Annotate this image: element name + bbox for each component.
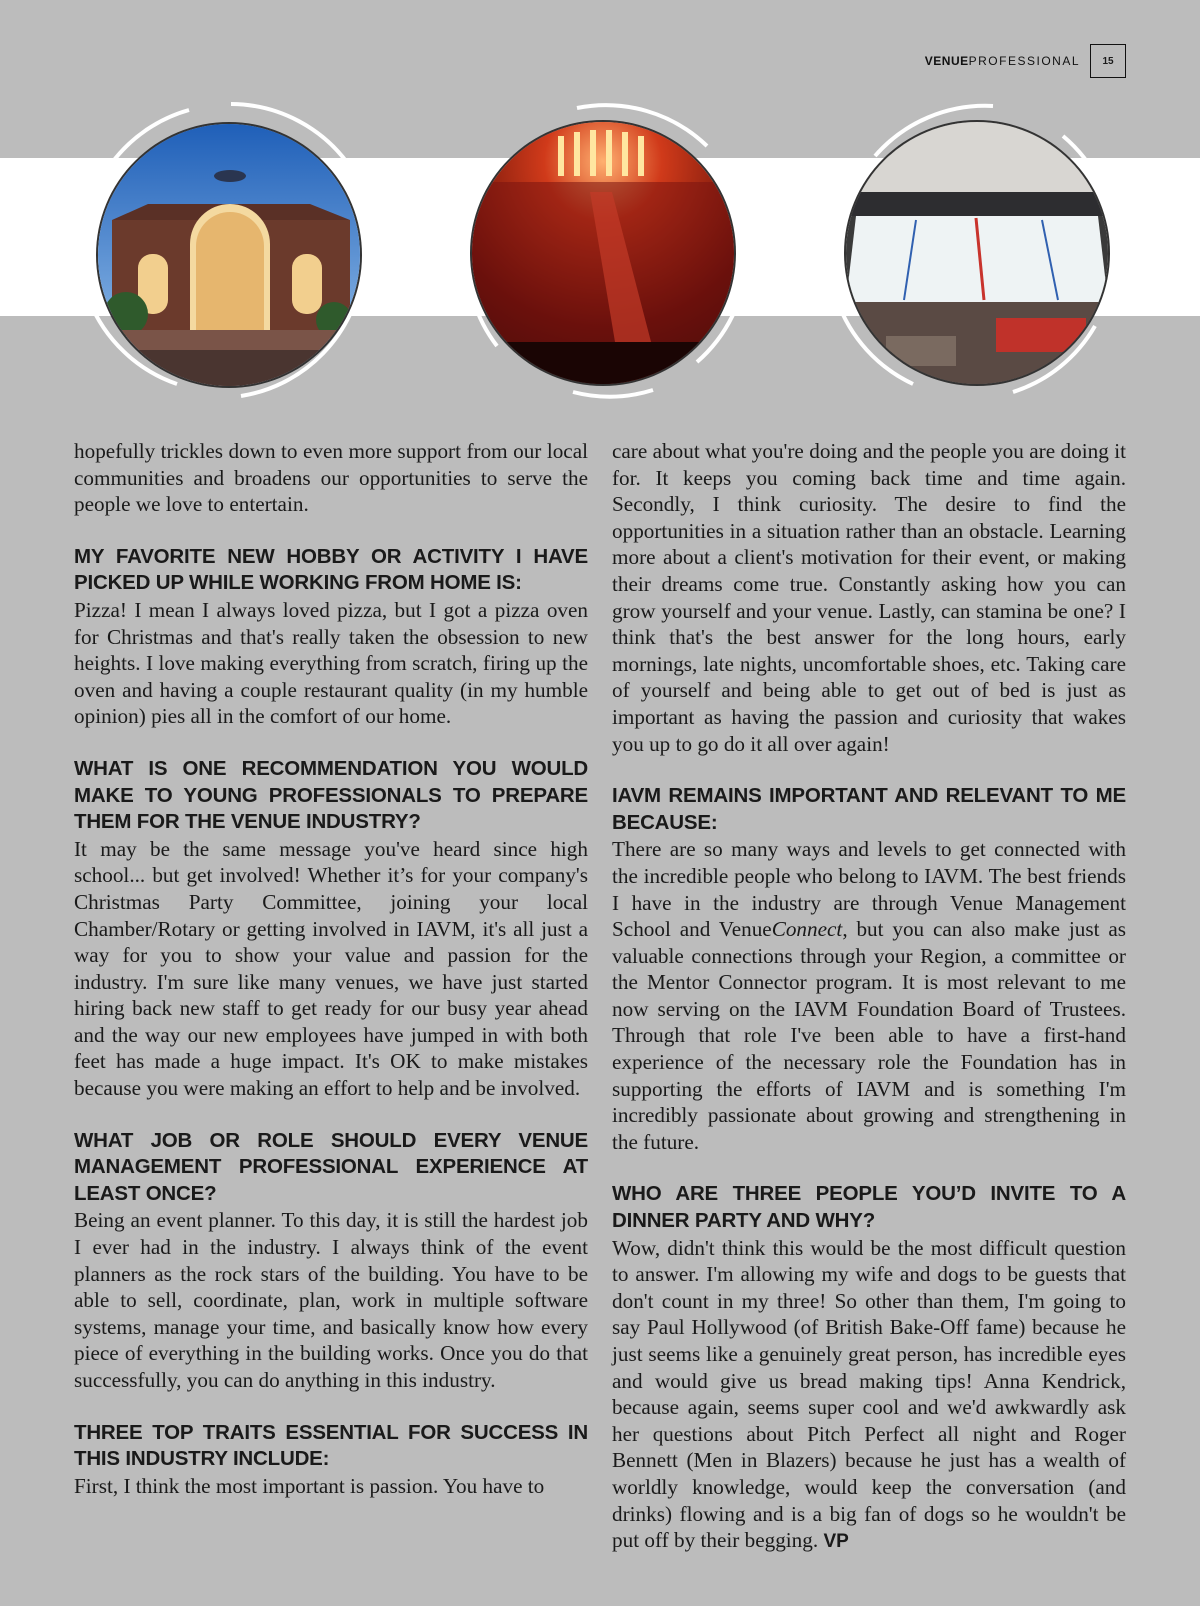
answer-paragraph: There are so many ways and levels to get connected with the incredible people who belong to IAVM. The best friends I have in the industry are through Venue Management School and VenueConnect, but you can also make just as valuable connections through your Region, a committee or the Mentor Connector program. It is most relevant to me now serving on the IAVM Foundation Board of Trustees. Through that role I've been able to have a first-hand experience of the necessary role the Foundation has in supporting the efforts of IAVM and is something I'm incredibly passionate about growing and strengthening in the future. <box>612 837 1127 1154</box>
concert-crowd-image <box>472 122 734 384</box>
article-paragraph: hopefully trickles down to even more support from our local communities and broadens our opportunities to serve the people we love to entertain. <box>74 439 588 517</box>
question-heading: IAVM REMAINS IMPORTANT AND RELEVANT TO ME BECAUSE: <box>612 784 1126 834</box>
article-left-column <box>74 438 588 1499</box>
question-heading: THREE TOP TRAITS ESSENTIAL FOR SUCCESS IN THIS INDUSTRY INCLUDE: <box>74 1420 588 1471</box>
hockey-arena-image <box>846 122 1108 384</box>
question-heading: MY FAVORITE NEW HOBBY OR ACTIVITY I HAVE PICKED UP WHILE WORKING FROM HOME IS: <box>74 544 588 595</box>
answer-paragraph: Being an event planner. To this day, it is still the hardest job I ever had in the industry. I always think of the event planners as the rock stars of the building. You have to be able to sell, coordinate, plan, work in multiple software systems, manage your time, and basically know how every piece of everything in the building works. Once you do that successfully, you can do anything in this industry. <box>74 1208 588 1392</box>
hockey-arena-photo <box>846 122 1108 384</box>
magazine-name: VENUEPROFESSIONAL <box>924 54 1080 68</box>
question-heading: WHO ARE THREE PEOPLE YOU’D INVITE TO A DINNER PARTY AND WHY? <box>612 1182 1126 1233</box>
concert-crowd-photo <box>472 122 734 384</box>
venue-building-image <box>98 124 360 386</box>
answer-paragraph: Wow, didn't think this would be the most difficult question to answer. I'm allowing my wife and dogs to be guests that don't count in my three! So other than them, I'm going to say Paul Hollywood (of British Bake-Off fame) because he just seems like a genuinely great person, has incredible eyes and would give us bread making tips! Anna Kendrick, because again, seems super cool and we'd awkwardly ask her questions about Pitch Perfect all night and Roger Bennett (Men in Blazers) because he just has a wealth of worldly knowledge, would keep the conversation (and drinks) flowing and is a big fan of dogs so he wouldn't be put off by their begging. VP <box>612 1235 1126 1553</box>
question-heading: WHAT JOB OR ROLE SHOULD EVERY VENUE MANAGEMENT PROFESSIONAL EXPERIENCE AT LEAST ONCE? <box>74 1128 588 1205</box>
venueconnect-italic: Connect <box>771 917 843 942</box>
end-mark: VP <box>823 1531 849 1553</box>
article-right-column <box>612 438 1126 1556</box>
answer-paragraph: First, I think the most important is passion. You have to <box>74 1473 545 1498</box>
answer-paragraph: care about what you're doing and the people you are doing it for. It keeps you coming back time and time again. Secondly, I think curiosity. The desire to find the opportunities in a situation rather than an obstacle. Learning more about a client's motivation for their event, or making their dreams come true. Constantly asking how you can grow yourself and your venue. Lastly, can stamina be one? I think that's the best answer for the long hours, early mornings, late nights, uncomfortable shoes, etc. Taking care of yourself and being able to get out of bed is just as important as having the passion and curiosity that wakes you up to go do it all over again! <box>612 439 1126 756</box>
question-heading: WHAT IS ONE RECOMMENDATION YOU WOULD MAKE TO YOUNG PROFESSIONALS TO PREPARE THEM FOR THE VENUE INDUSTRY? <box>74 756 588 834</box>
answer-paragraph: Pizza! I mean I always loved pizza, but I got a pizza oven for Christmas and that's really taken the obsession to new heights. I love making everything from scratch, firing up the oven and having a couple restaurant quality (in my humble opinion) pies all in the comfort of our home. <box>74 597 588 729</box>
page-header <box>925 44 1126 78</box>
answer-paragraph: It may be the same message you've heard since high school... but get involved! Whether it’s for your company's Christmas Party Committee, joining your local Chamber/Rotary or getting involved in IAVM, it's all just a way for you to show your value and passion for the industry. I'm sure like many venues, we have just started hiring back new staff to get ready for our busy year ahead and the way our new employees have jumped in with both feet has made a huge impact. It's OK to make mistakes because you were making an effort to help and be involved. <box>74 836 588 1101</box>
page-number: 15 <box>1090 44 1126 78</box>
venue-building-photo <box>98 124 360 386</box>
